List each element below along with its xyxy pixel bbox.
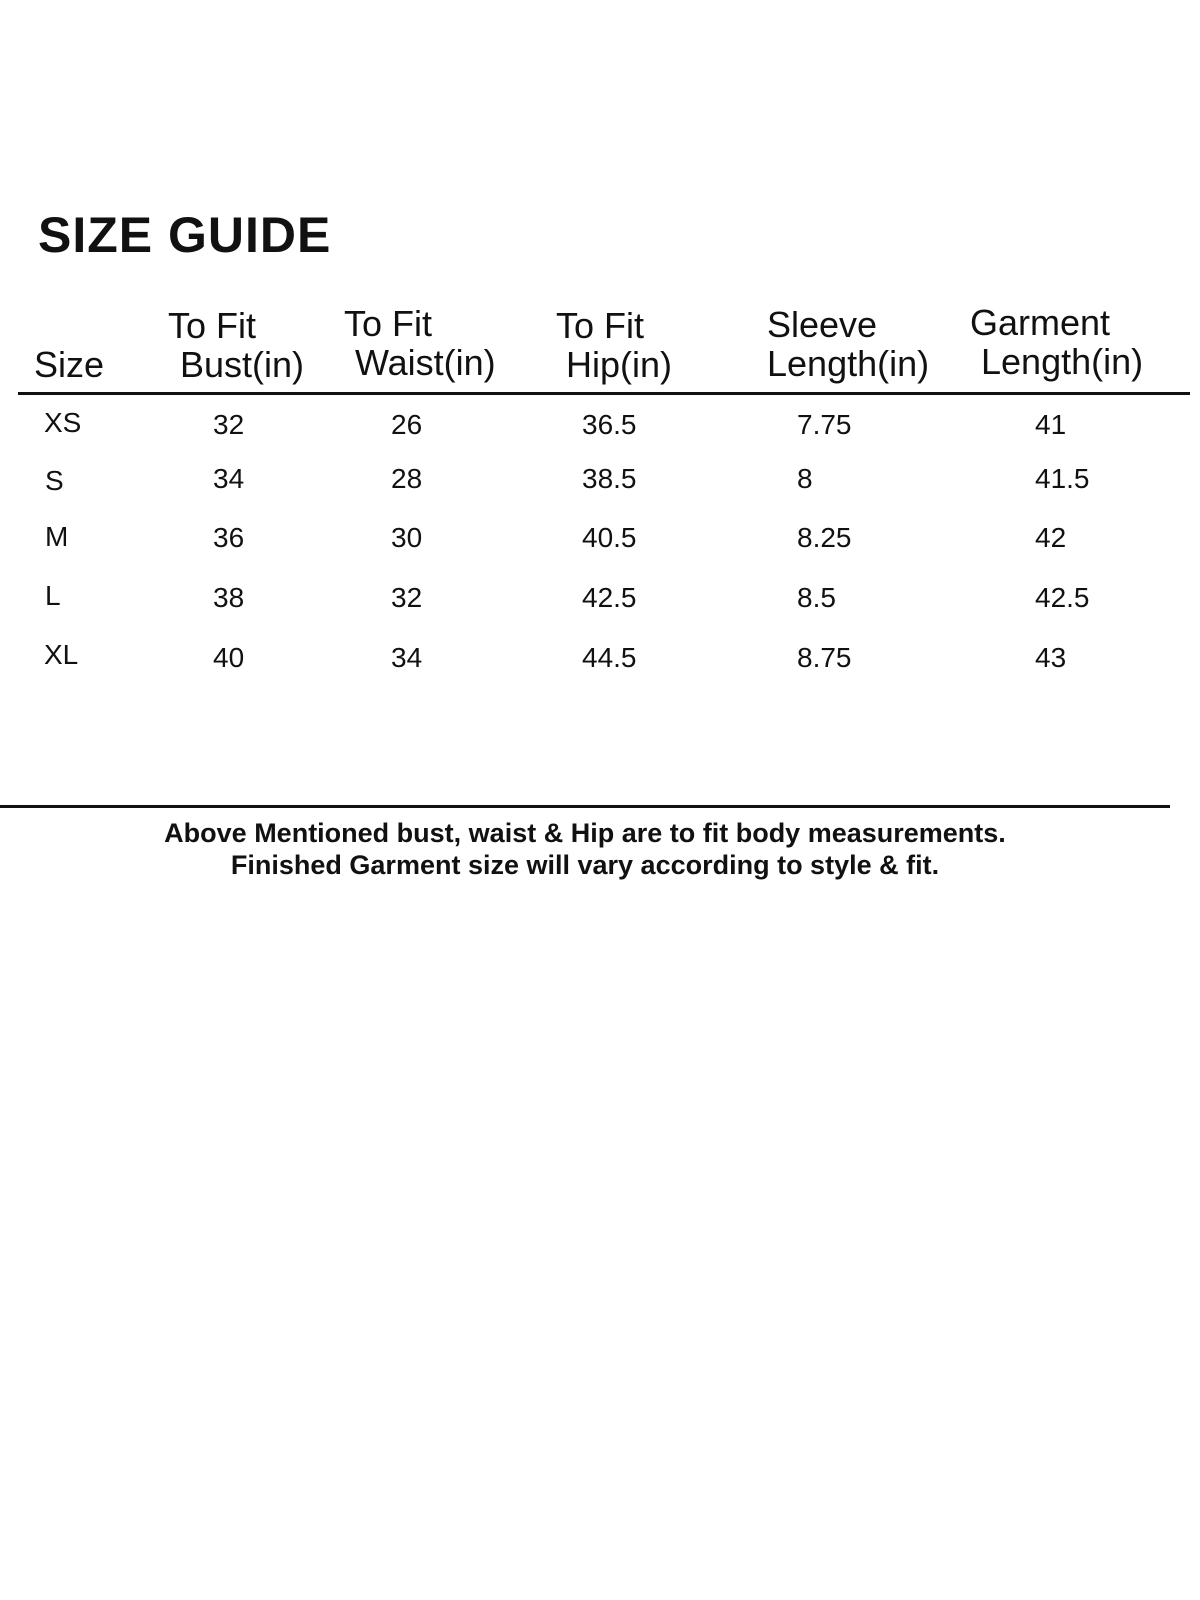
cell-bust: 32	[213, 409, 245, 440]
cell-waist: 34	[391, 642, 423, 673]
header-bust-line1: To Fit	[168, 305, 257, 346]
header-size: Size	[34, 344, 105, 385]
cell-bust: 40	[213, 642, 245, 673]
cell-waist: 32	[391, 582, 423, 613]
cell-size: L	[45, 580, 61, 611]
cell-sleeve: 7.75	[797, 409, 852, 440]
cell-size: XL	[44, 639, 79, 670]
cell-size: XS	[44, 407, 82, 438]
cell-bust: 38	[213, 582, 245, 613]
footer-divider	[0, 805, 1170, 808]
measurement-note: Above Mentioned bust, waist & Hip are to fit body measurements.	[164, 818, 1006, 848]
cell-sleeve: 8	[797, 463, 813, 494]
cell-bust: 34	[213, 463, 245, 494]
cell-garment: 42.5	[1035, 582, 1090, 613]
cell-waist: 28	[391, 463, 423, 494]
cell-hip: 36.5	[582, 409, 637, 440]
cell-hip: 44.5	[582, 642, 637, 673]
cell-sleeve: 8.5	[797, 582, 836, 613]
cell-bust: 36	[213, 522, 245, 553]
header-hip-line1: To Fit	[556, 305, 645, 346]
cell-waist: 30	[391, 522, 423, 553]
header-garment-line1: Garment	[970, 302, 1111, 343]
cell-garment: 41.5	[1035, 463, 1090, 494]
header-waist-line2: Waist(in)	[355, 342, 496, 383]
cell-garment: 41	[1035, 409, 1067, 440]
fit-note: Finished Garment size will vary according to style & fit.	[230, 850, 940, 880]
cell-hip: 38.5	[582, 463, 637, 494]
cell-garment: 43	[1035, 642, 1067, 673]
cell-hip: 42.5	[582, 582, 637, 613]
cell-size: M	[45, 521, 69, 552]
page-title: SIZE GUIDE	[38, 207, 332, 263]
cell-garment: 42	[1035, 522, 1067, 553]
header-sleeve-line2: Length(in)	[767, 343, 930, 384]
header-waist-line1: To Fit	[344, 303, 433, 344]
header-divider	[18, 392, 1190, 395]
cell-sleeve: 8.75	[797, 642, 852, 673]
cell-sleeve: 8.25	[797, 522, 852, 553]
cell-hip: 40.5	[582, 522, 637, 553]
header-sleeve-line1: Sleeve	[767, 304, 878, 345]
header-bust-line2: Bust(in)	[180, 344, 305, 385]
header-hip-line2: Hip(in)	[566, 344, 673, 385]
cell-waist: 26	[391, 409, 423, 440]
cell-size: S	[45, 465, 64, 496]
header-garment-line2: Length(in)	[981, 341, 1144, 382]
